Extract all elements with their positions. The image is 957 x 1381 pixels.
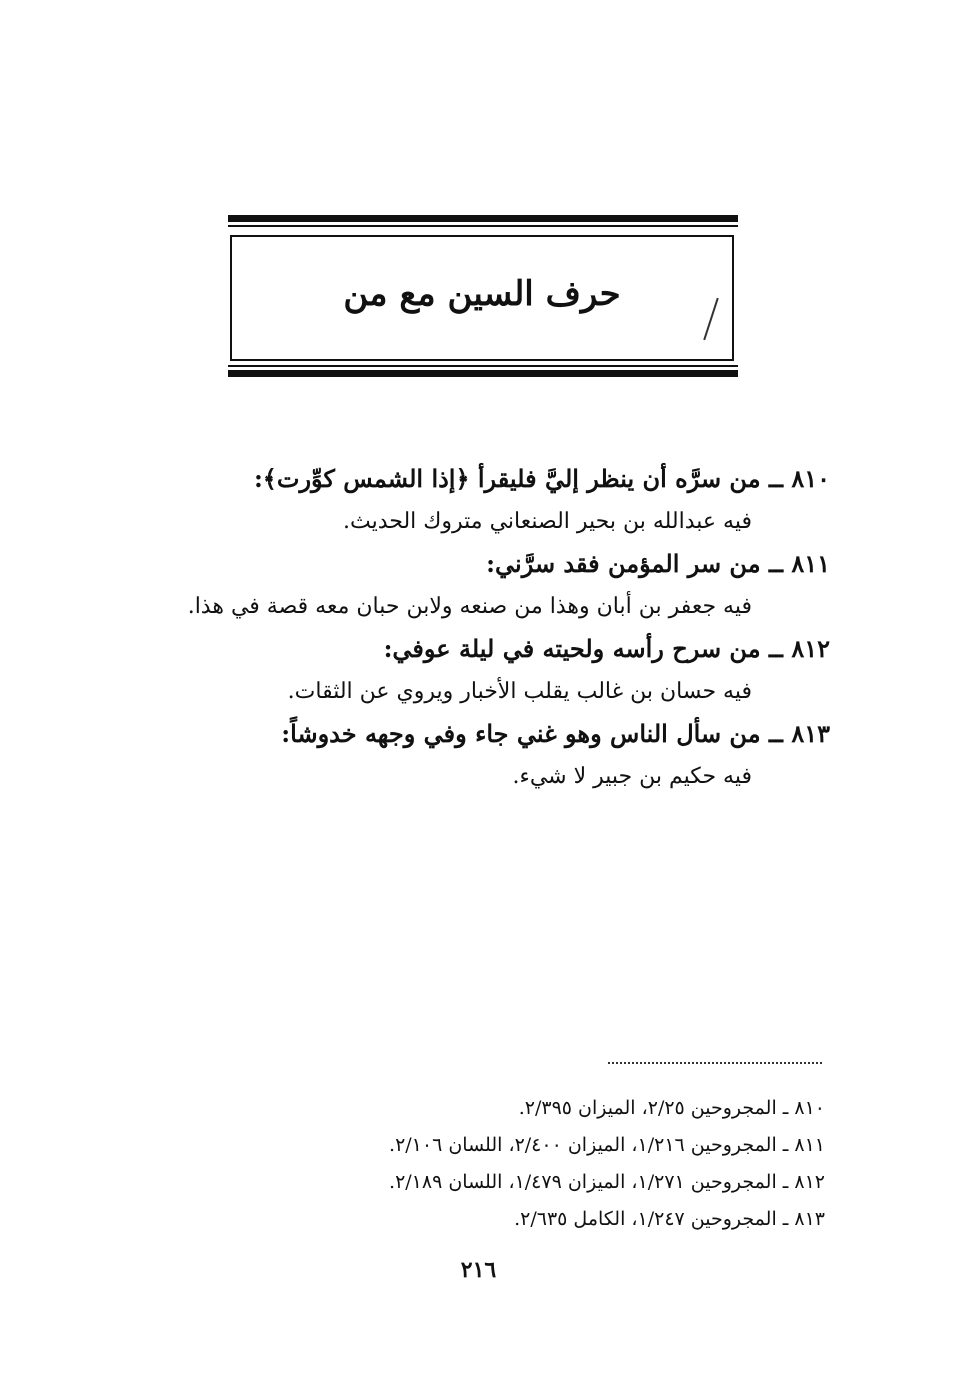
- footnote-separator: [608, 1062, 822, 1064]
- chapter-title: حرف السين مع من: [343, 274, 621, 314]
- hadith-entry: [150, 458, 830, 543]
- hadith-entries: [150, 458, 830, 798]
- hadith-entry: [150, 543, 830, 628]
- hadith-text: ٨١٠ ــ من سرَّه أن ينظر إليَّ فليقرأ ﴿إذا الشمس كوِّرت﴾:: [253, 464, 830, 493]
- chapter-title-box: [230, 235, 734, 361]
- narrator-comment: فيه عبدالله بن بحير الصنعاني متروك الحديث.: [343, 509, 752, 534]
- narrator-comment: فيه جعفر بن أبان وهذا من صنعه ولابن حبان معه قصة في هذا.: [187, 594, 752, 619]
- narrator-comment: فيه حكيم بن جبير لا شيء.: [512, 764, 752, 789]
- page-number: ٢١٦: [460, 1257, 497, 1283]
- chapter-banner: [228, 215, 738, 385]
- footnote: ٨١٢ ـ المجروحين ١/٢٧١، الميزان ١/٤٧٩، اللسان ٢/١٨٩.: [389, 1171, 825, 1193]
- hadith-text: ٨١٣ ــ من سأل الناس وهو غني جاء وفي وجهه خدوشاً:: [281, 719, 830, 748]
- footnotes: [250, 1090, 825, 1238]
- ink-slash-mark: [703, 298, 718, 340]
- footnote: ٨١١ ـ المجروحين ١/٢١٦، الميزان ٢/٤٠٠، اللسان ٢/١٠٦.: [389, 1134, 825, 1156]
- footnote: ٨١٣ ـ المجروحين ١/٢٤٧، الكامل ٢/٦٣٥.: [514, 1208, 825, 1230]
- hadith-entry: [150, 713, 830, 798]
- banner-top-rule: [228, 215, 738, 227]
- footnote: ٨١٠ ـ المجروحين ٢/٢٥، الميزان ٢/٣٩٥.: [518, 1097, 825, 1119]
- banner-bottom-rule: [228, 365, 738, 377]
- hadith-text: ٨١١ ــ من سر المؤمن فقد سرَّني:: [486, 549, 830, 578]
- hadith-text: ٨١٢ ــ من سرح رأسه ولحيته في ليلة عوفي:: [383, 634, 830, 663]
- narrator-comment: فيه حسان بن غالب يقلب الأخبار ويروي عن الثقات.: [287, 679, 752, 704]
- hadith-entry: [150, 628, 830, 713]
